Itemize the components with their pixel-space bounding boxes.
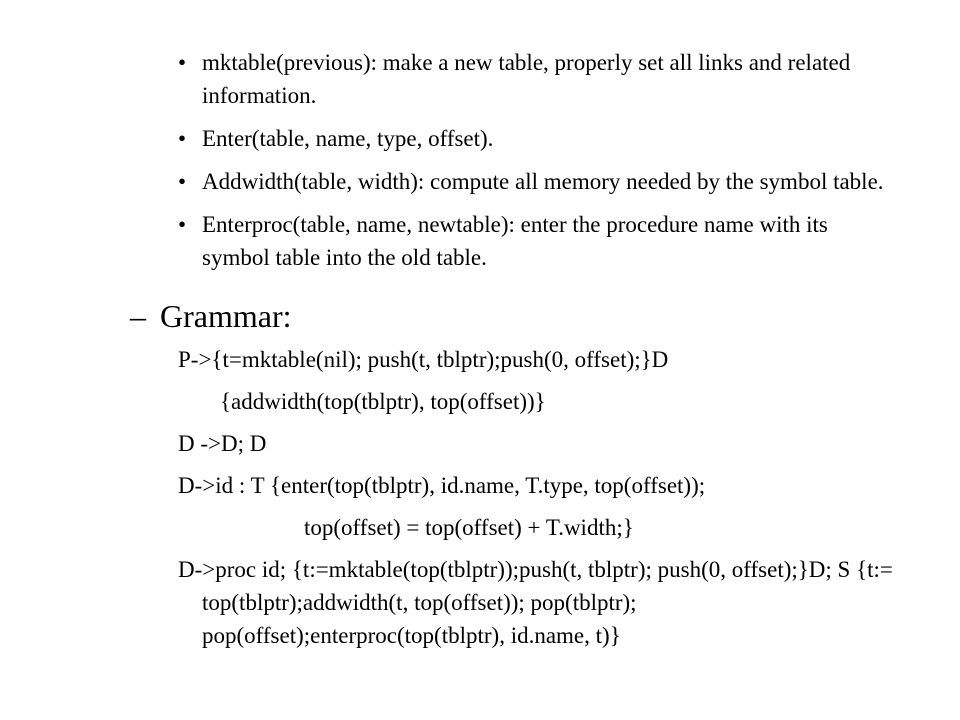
bullet-text: Enter(table, name, type, offset). <box>202 126 494 151</box>
grammar-rule-p: P->{t=mktable(nil); push(t, tblptr);push(0, offset);}D <box>178 347 669 372</box>
bullet-item-mktable <box>178 46 898 112</box>
bullet-dot-icon: • <box>178 212 187 237</box>
bullet-item-enterproc <box>178 208 898 274</box>
grammar-heading <box>130 292 292 340</box>
grammar-rule-d-proc: D->proc id; {t:=mktable(top(tblptr));push(t, tblptr); push(0, offset);}D; S {t:= top(tblptr);addwidth(t, top(offset)); pop(tblptr); pop(offset);enterproc(top(tblptr), id.name, t)} <box>178 557 893 648</box>
grammar-rule-d-seq: D ->D; D <box>178 431 267 456</box>
bullet-item-enter <box>178 122 898 155</box>
bullet-text: Addwidth(table, width): compute all memory needed by the symbol table. <box>202 169 884 194</box>
grammar-rule-p-action: {addwidth(top(tblptr), top(offset))} <box>220 389 546 414</box>
grammar-rule-d-id-action: top(offset) = top(offset) + T.width;} <box>304 515 634 540</box>
bullet-dot-icon: • <box>178 126 187 151</box>
bullet-item-addwidth <box>178 165 898 198</box>
bullet-text: mktable(previous): make a new table, properly set all links and related information. <box>202 50 851 108</box>
grammar-heading-label: Grammar: <box>160 298 292 334</box>
grammar-rules <box>178 343 918 661</box>
bullet-dot-icon: • <box>178 50 187 75</box>
dash-marker: – <box>130 298 146 334</box>
bullet-list <box>178 46 898 284</box>
bullet-text: Enterproc(table, name, newtable): enter the procedure name with its symbol table into the old table. <box>202 212 828 270</box>
grammar-rule-d-id: D->id : T {enter(top(tblptr), id.name, T.type, top(offset)); <box>178 473 706 498</box>
bullet-dot-icon: • <box>178 169 187 194</box>
